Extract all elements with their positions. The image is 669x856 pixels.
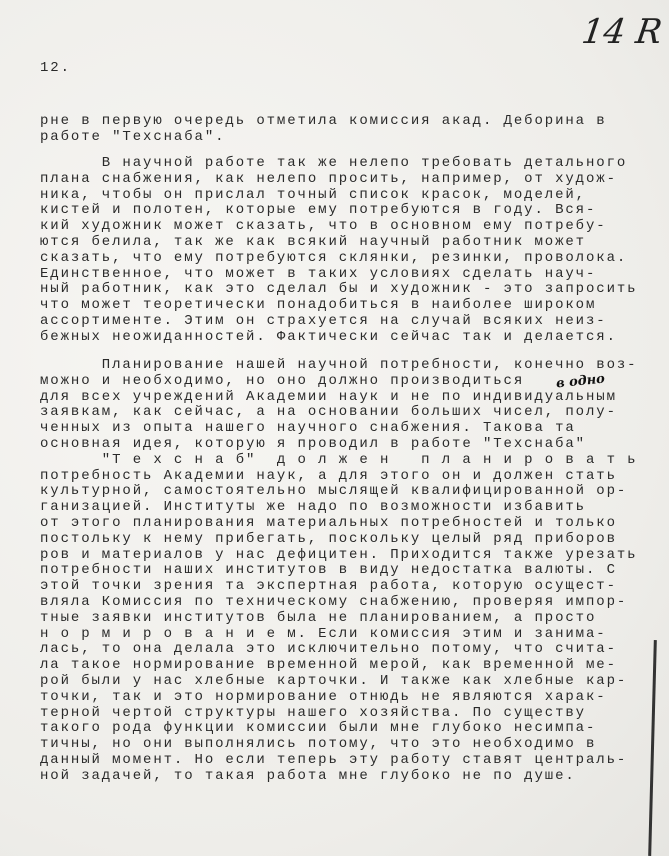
text-line: ченных из опыта нашего научного снабжения. Такова та [40, 420, 576, 437]
text-line: ассортименте. Этим он страхуется на случай всяких неиз- [40, 313, 607, 329]
text-line: точки, так и это нормирование отнюдь не являются харак- [40, 688, 607, 705]
text-line: рне в первую очередь отметила комиссия акад. Деборина в [40, 113, 607, 129]
page-edge-line [648, 640, 657, 856]
text-line: ются белила, так же как всякий научный работник может [40, 234, 586, 250]
text-line: заявкам, как сейчас, а на основании больших чисел, полу- [40, 404, 617, 421]
page-number: 12. [40, 60, 71, 76]
text-line: ганизацией. Институты же надо по возможности избавить [40, 499, 586, 516]
text-line: Единственное, что может в таких условиях сделать науч- [40, 265, 597, 282]
text-line: В научной работе так же нелепо требовать детального [40, 155, 628, 171]
text-line: рой были у нас хлебные карточки. И также как хлебные кар- [40, 673, 628, 689]
text-line: можно и необходимо, но оно должно производиться [40, 372, 525, 389]
text-line: такого рода функции комиссии были мне глубоко несимпа- [40, 720, 597, 737]
text-line: от этого планирования материальных потребностей и только [40, 515, 617, 531]
handwritten-archive-number: 14 R [579, 12, 665, 52]
text-line: потребность Академии наук, а для этого он и должен стать [40, 467, 617, 484]
text-line: кистей и полотен, которые ему потребуются в году. Вся- [40, 202, 597, 219]
text-line: н о р м и р о в а н и е м. Если комиссия этим и занима- [40, 625, 607, 642]
text-line: плана снабжения, как нелепо просить, например, от худож- [40, 170, 617, 187]
text-line: работе "Техснаба". [40, 128, 226, 145]
text-line: потребности наших институтов в виду недостатка валюты. С [40, 562, 617, 579]
text-line: кий художник может сказать, что в основном ему потребу- [40, 218, 607, 235]
text-line: тные заявки институтов была не планированием, а просто [40, 609, 597, 626]
text-line: терной чертой структуры нашего хозяйства. По существу [40, 704, 586, 721]
handwritten-insertion: в одно [555, 371, 606, 392]
text-line: ла такое нормирование временной мерой, как временной ме- [40, 657, 617, 674]
text-line: тичны, но они выполнялись потому, что это необходимо в [40, 736, 597, 753]
text-line: этой точки зрения та экспертная работа, которую осущест- [40, 578, 617, 595]
text-line: ной задачей, то такая работа мне глубоко не по душе. [40, 767, 576, 784]
text-line: данный момент. Но если теперь эту работу ставят централь- [40, 752, 628, 768]
text-line: сказать, что ему потребуются склянки, резинки, проволока. [40, 249, 628, 266]
text-line: вляла Комиссия по техническому снабжению, проверяя импор- [40, 594, 628, 610]
text-line: постольку к нему прибегать, поскольку целый ряд приборов [40, 530, 617, 547]
text-line: ника, чтобы он прислал точный список красок, моделей, [40, 186, 586, 203]
text-line: ный работник, как это сделал бы и художник - это запросить [40, 281, 638, 298]
text-line: основная идея, которую я проводил в работе "Техснаба" [40, 436, 586, 452]
text-line: культурной, самостоятельно мыслящей квалифицированной ор- [40, 483, 628, 500]
text-line: Планирование нашей научной потребности, конечно воз- [40, 357, 638, 373]
text-line: бежных неожиданностей. Фактически сейчас так и делается. [40, 328, 617, 345]
text-line: что может теоретически понадобиться в наиболее широком [40, 297, 597, 314]
text-line: лась, то она делала это исключительно потому, что счита- [40, 641, 617, 658]
text-line: ров и материалов у нас дефицитен. Приходится также урезать [40, 546, 638, 563]
text-line: для всех учреждений Академии наук и не по индивидуальным [40, 388, 617, 405]
text-line: "Т е х с н а б" д о л ж е н п л а н и р о в а т ь [40, 451, 638, 468]
